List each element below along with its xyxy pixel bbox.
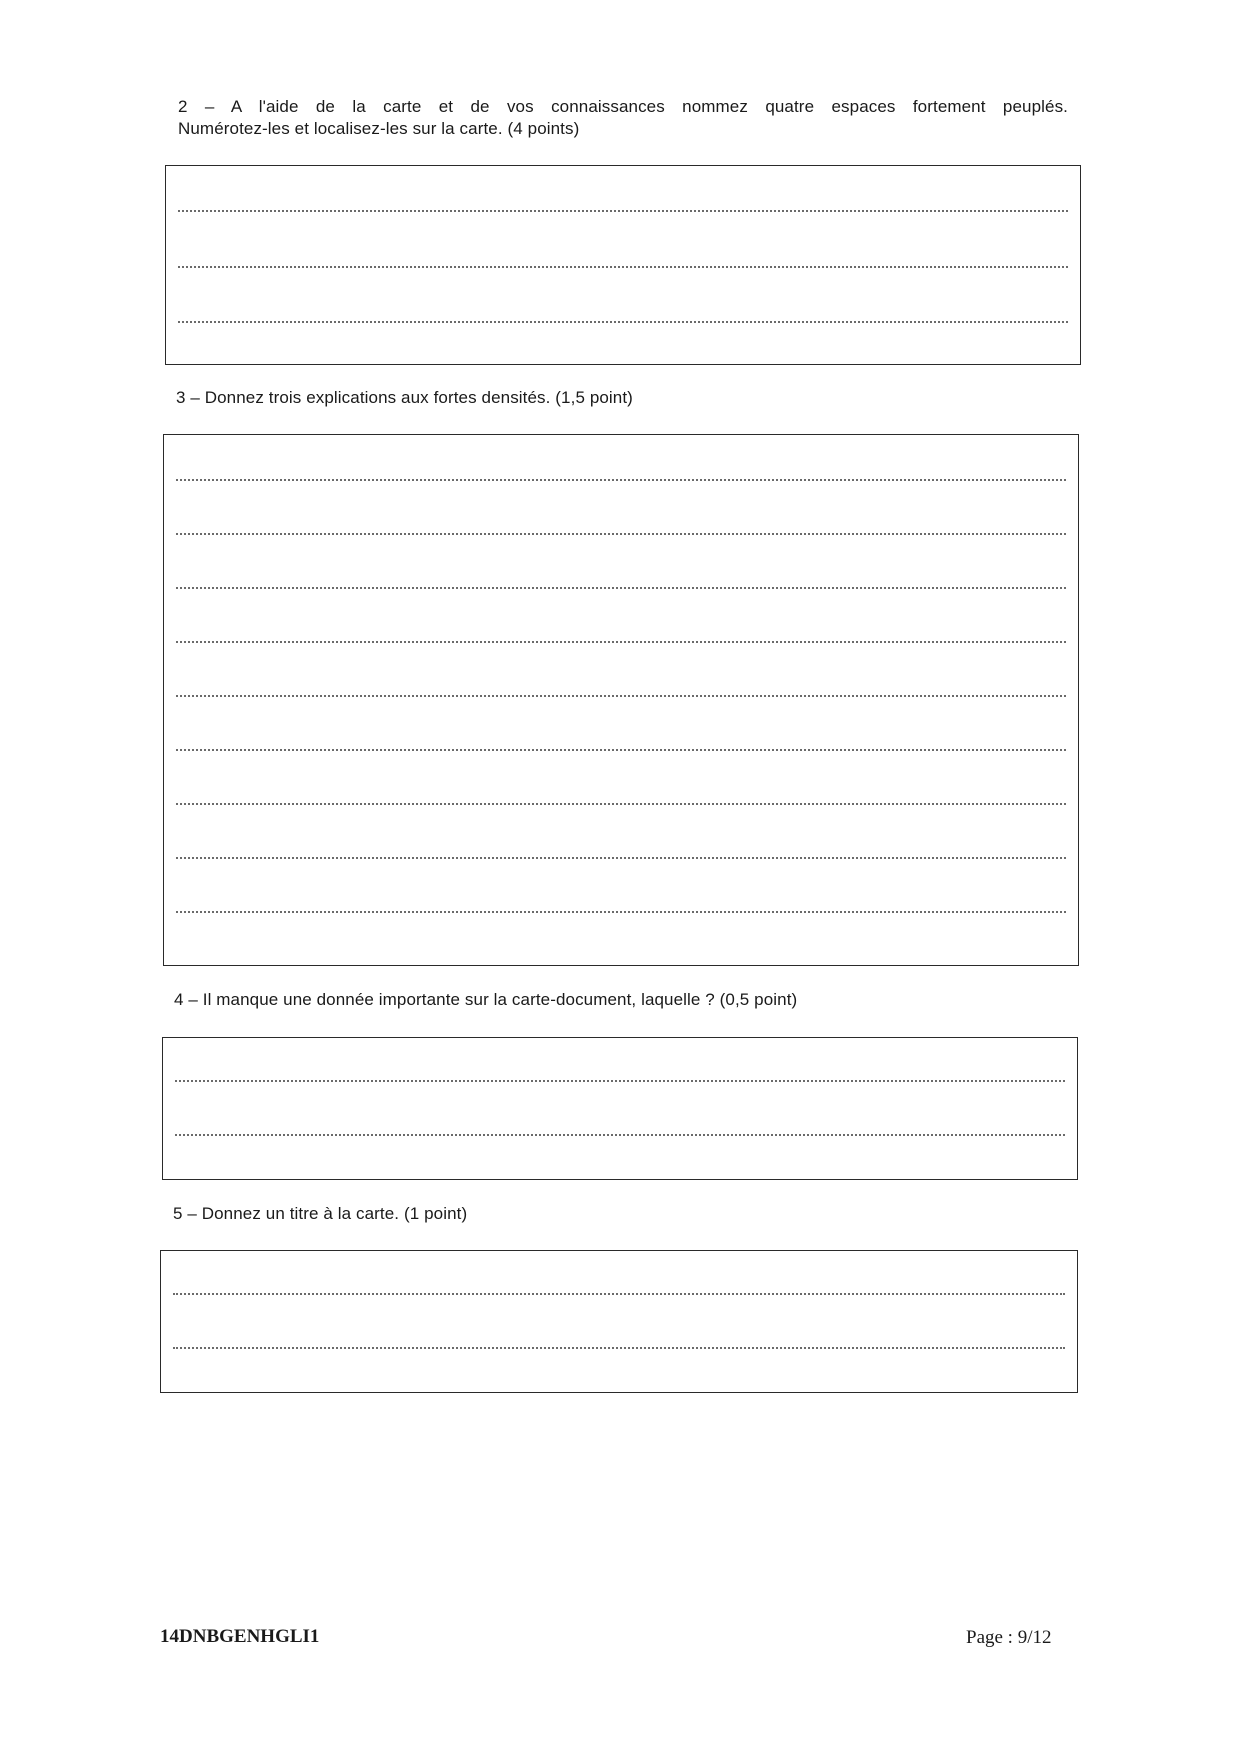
answer-line (176, 641, 1066, 643)
answer-box-question-4[interactable] (162, 1037, 1078, 1180)
answer-line (178, 266, 1068, 268)
answer-line (176, 479, 1066, 481)
answer-box-question-3[interactable] (163, 434, 1079, 966)
question-2 (178, 96, 1068, 140)
question-2-line-1: 2 – A l'aide de la carte et de vos connaissances nommez quatre espaces fortement peuplés. (178, 97, 1068, 116)
answer-line (176, 857, 1066, 859)
answer-line (173, 1293, 1065, 1295)
question-3: 3 – Donnez trois explications aux fortes densités. (1,5 point) (176, 388, 633, 407)
page-number: Page : 9/12 (966, 1627, 1052, 1648)
answer-box-question-2[interactable] (165, 165, 1081, 365)
answer-line (176, 749, 1066, 751)
answer-line (176, 695, 1066, 697)
answer-line (178, 321, 1068, 323)
answer-line (176, 587, 1066, 589)
answer-line (176, 533, 1066, 535)
answer-line (178, 210, 1068, 212)
answer-line (175, 1080, 1065, 1082)
question-5: 5 – Donnez un titre à la carte. (1 point) (173, 1204, 468, 1223)
question-2-line-2: Numérotez-les et localisez-les sur la carte. (4 points) (178, 119, 580, 138)
question-4: 4 – Il manque une donnée importante sur la carte-document, laquelle ? (0,5 point) (174, 990, 798, 1009)
answer-line (175, 1134, 1065, 1136)
answer-box-question-5[interactable] (160, 1250, 1078, 1393)
exam-code: 14DNBGENHGLI1 (160, 1626, 320, 1647)
answer-line (176, 803, 1066, 805)
answer-line (176, 911, 1066, 913)
answer-line (173, 1347, 1065, 1349)
